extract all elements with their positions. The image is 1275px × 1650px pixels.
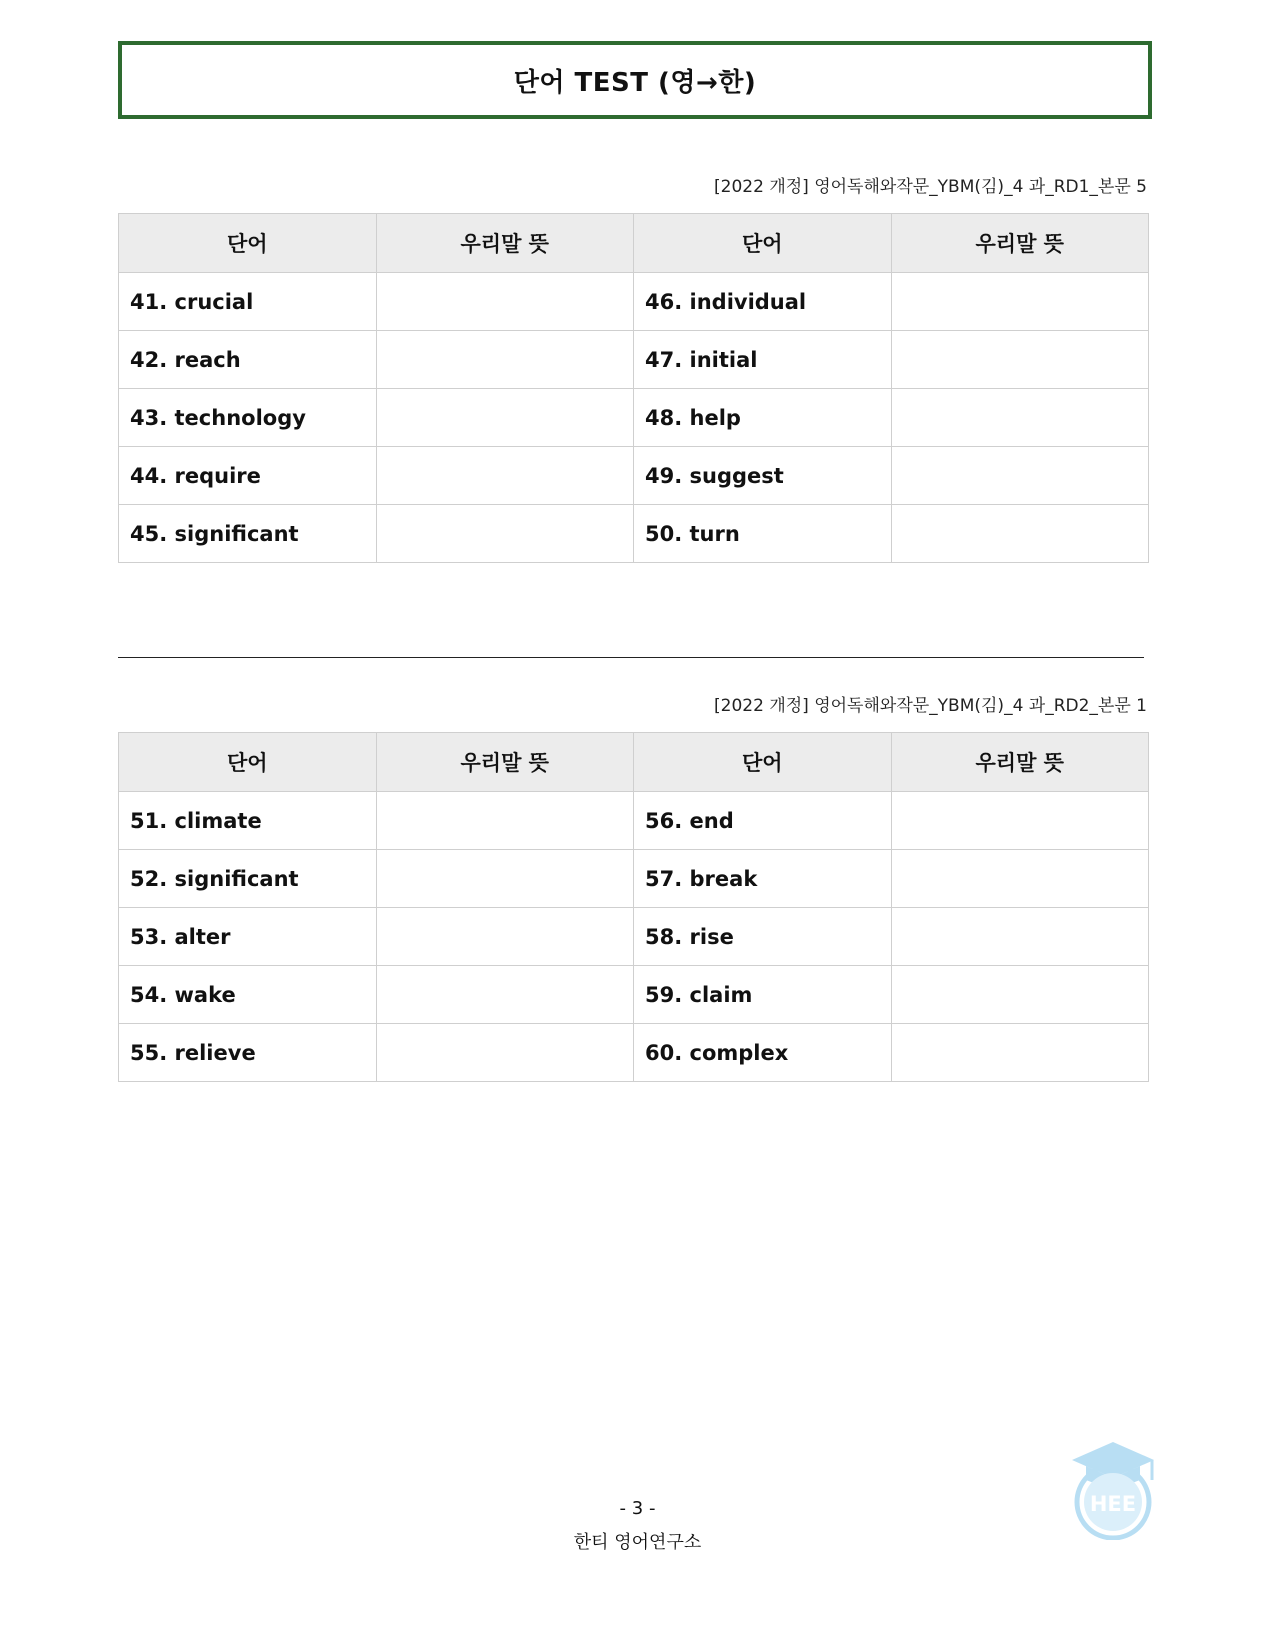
word-cell: 43. technology xyxy=(119,389,377,447)
table-header-row xyxy=(119,733,1149,792)
meaning-cell xyxy=(891,389,1149,447)
meaning-cell xyxy=(376,505,634,563)
table-header-row xyxy=(119,214,1149,273)
word-cell: 50. turn xyxy=(634,505,892,563)
table-row xyxy=(119,331,1149,389)
meaning-cell xyxy=(376,273,634,331)
table-row xyxy=(119,505,1149,563)
header-word: 단어 xyxy=(119,733,377,792)
word-cell: 60. complex xyxy=(634,1024,892,1082)
word-cell: 58. rise xyxy=(634,908,892,966)
table-row xyxy=(119,792,1149,850)
meaning-cell xyxy=(376,1024,634,1082)
table-row xyxy=(119,966,1149,1024)
meaning-cell xyxy=(891,1024,1149,1082)
header-word: 단어 xyxy=(119,214,377,273)
meaning-cell xyxy=(376,389,634,447)
meaning-cell xyxy=(376,792,634,850)
meaning-cell xyxy=(376,850,634,908)
word-cell: 47. initial xyxy=(634,331,892,389)
watermark-text: HEE xyxy=(1089,1492,1137,1516)
meaning-cell xyxy=(376,966,634,1024)
word-cell: 53. alter xyxy=(119,908,377,966)
header-word: 단어 xyxy=(634,733,892,792)
title-box xyxy=(118,41,1152,119)
meaning-cell xyxy=(376,331,634,389)
word-cell: 49. suggest xyxy=(634,447,892,505)
word-cell: 42. reach xyxy=(119,331,377,389)
meaning-cell xyxy=(891,966,1149,1024)
footer-org: 한티 영어연구소 xyxy=(573,1532,702,1553)
meaning-cell xyxy=(891,447,1149,505)
header-meaning: 우리말 뜻 xyxy=(376,214,634,273)
word-cell: 45. significant xyxy=(119,505,377,563)
table-row xyxy=(119,908,1149,966)
word-cell: 44. require xyxy=(119,447,377,505)
vocab-table-1 xyxy=(118,213,1149,563)
section-source: [2022 개정] 영어독해와작문_YBM(김)_4 과_RD1_본문 5 xyxy=(714,177,1147,197)
page-title: 단어 TEST (영→한) xyxy=(513,67,757,98)
vocab-table-2 xyxy=(118,732,1149,1082)
table-row xyxy=(119,447,1149,505)
word-cell: 56. end xyxy=(634,792,892,850)
meaning-cell xyxy=(891,505,1149,563)
word-cell: 57. break xyxy=(634,850,892,908)
word-cell: 51. climate xyxy=(119,792,377,850)
word-cell: 59. claim xyxy=(634,966,892,1024)
meaning-cell xyxy=(376,447,634,505)
word-cell: 55. relieve xyxy=(119,1024,377,1082)
word-cell: 52. significant xyxy=(119,850,377,908)
graduation-cap-icon xyxy=(1068,1440,1158,1540)
table-row xyxy=(119,273,1149,331)
word-cell: 41. crucial xyxy=(119,273,377,331)
header-meaning: 우리말 뜻 xyxy=(376,733,634,792)
meaning-cell xyxy=(891,908,1149,966)
section-source: [2022 개정] 영어독해와작문_YBM(김)_4 과_RD2_본문 1 xyxy=(714,696,1147,716)
table-row xyxy=(119,1024,1149,1082)
table-row xyxy=(119,850,1149,908)
word-cell: 48. help xyxy=(634,389,892,447)
meaning-cell xyxy=(376,908,634,966)
meaning-cell xyxy=(891,273,1149,331)
meaning-cell xyxy=(891,792,1149,850)
meaning-cell xyxy=(891,850,1149,908)
table-row xyxy=(119,389,1149,447)
word-cell: 46. individual xyxy=(634,273,892,331)
header-meaning: 우리말 뜻 xyxy=(891,733,1149,792)
header-word: 단어 xyxy=(634,214,892,273)
page-number: - 3 - xyxy=(619,1498,656,1519)
header-meaning: 우리말 뜻 xyxy=(891,214,1149,273)
meaning-cell xyxy=(891,331,1149,389)
word-cell: 54. wake xyxy=(119,966,377,1024)
section-divider xyxy=(118,657,1144,658)
